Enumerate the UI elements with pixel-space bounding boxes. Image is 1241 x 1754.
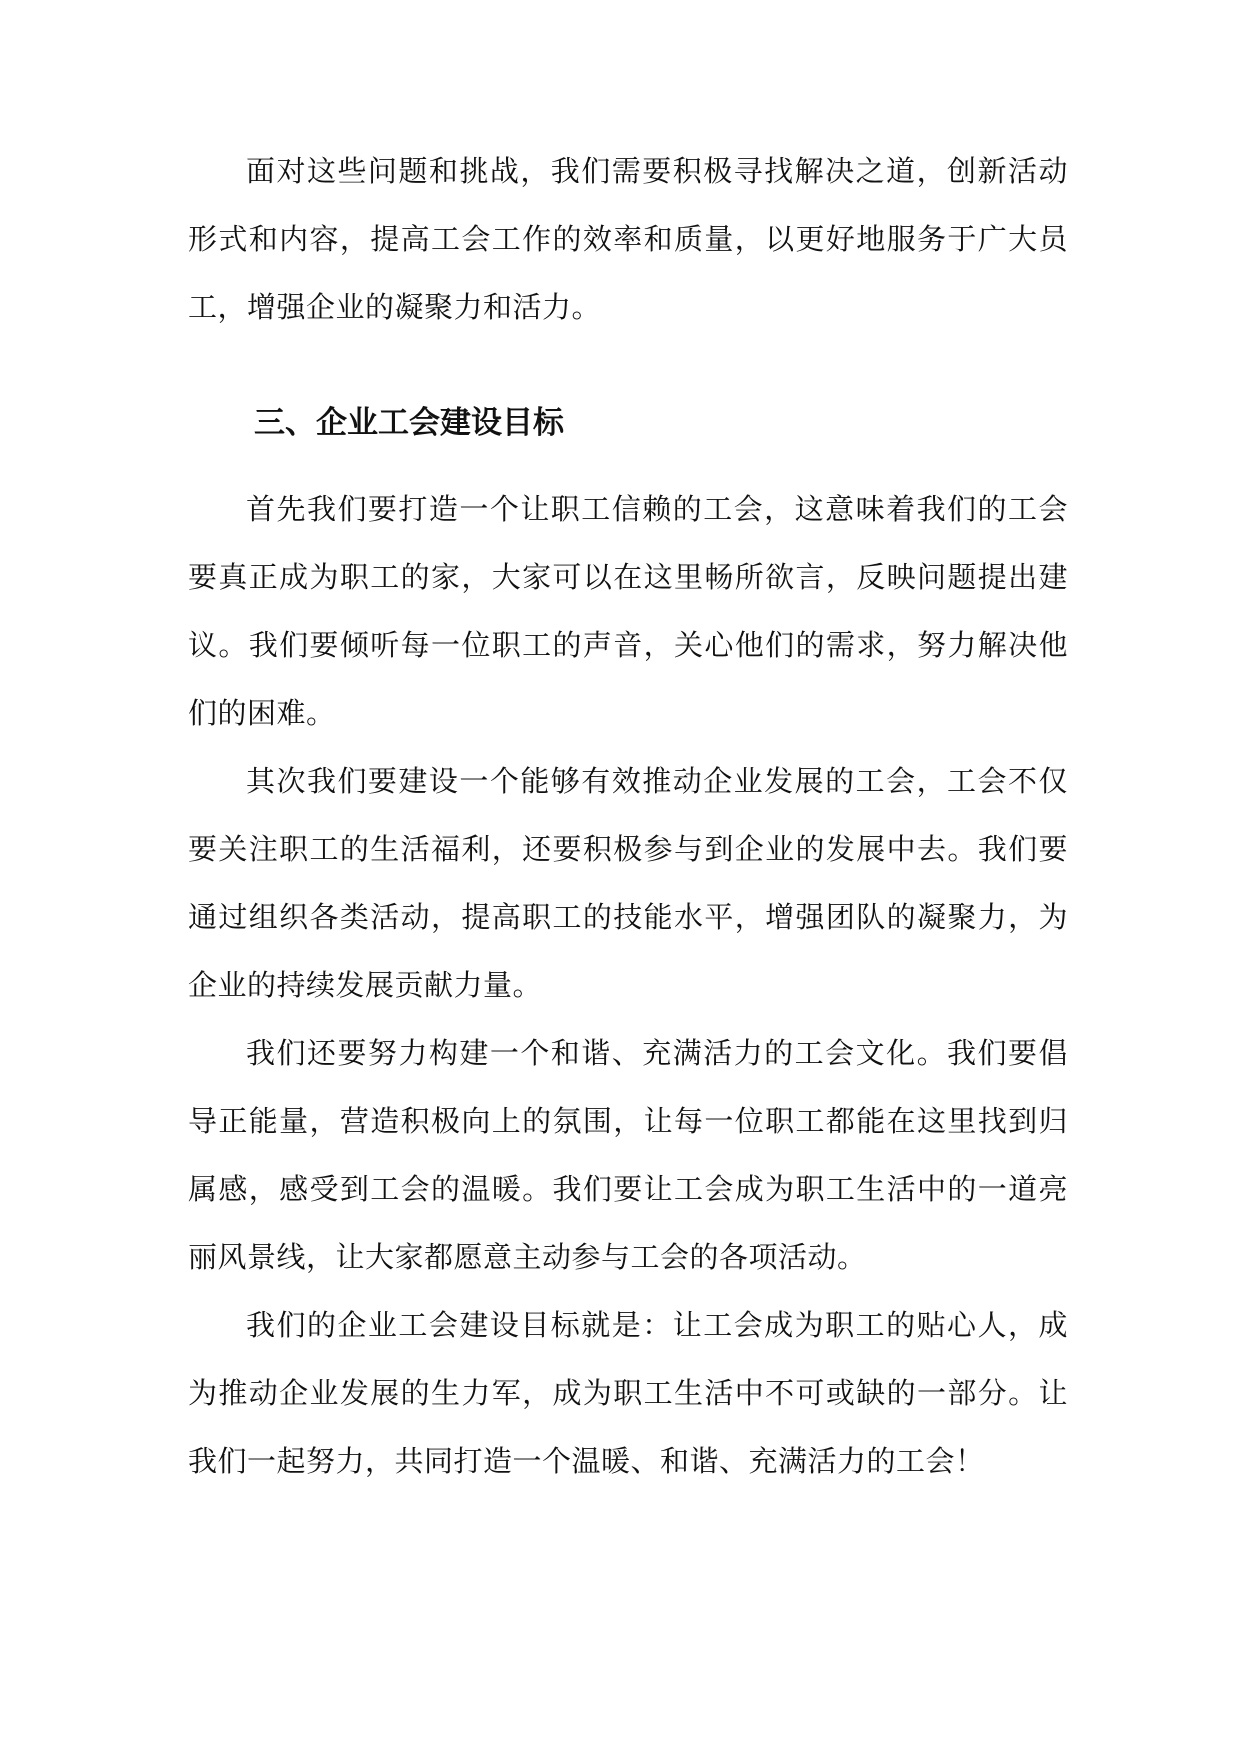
- paragraph: 我们还要努力构建一个和谐、充满活力的工会文化。我们要倡导正能量，营造积极向上的氛围，让每一位职工都能在这里找到归属感，感受到工会的温暖。我们要让工会成为职工生活中的一道亮丽风景线，让大家都愿意主动参与工会的各项活动。: [188, 1036, 1068, 1274]
- spacer: [188, 453, 1068, 475]
- paragraph: 面对这些问题和挑战，我们需要积极寻找解决之道，创新活动形式和内容，提高工会工作的效率和质量，以更好地服务于广大员工，增强企业的凝聚力和活力。: [188, 154, 1068, 324]
- paragraph: 我们的企业工会建设目标就是：让工会成为职工的贴心人，成为推动企业发展的生力军，成为职工生活中不可或缺的一部分。让我们一起努力，共同打造一个温暖、和谐、充满活力的工会！: [188, 1308, 1068, 1478]
- paragraph: 其次我们要建设一个能够有效推动企业发展的工会，工会不仅要关注职工的生活福利，还要积极参与到企业的发展中去。我们要通过组织各类活动，提高职工的技能水平，增强团队的凝聚力，为企业的持续发展贡献力量。: [188, 764, 1068, 1002]
- paragraph: 首先我们要打造一个让职工信赖的工会，这意味着我们的工会要真正成为职工的家，大家可以在这里畅所欲言，反映问题提出建议。我们要倾听每一位职工的声音，关心他们的需求，努力解决他们的困难。: [188, 492, 1068, 730]
- document-body: [188, 137, 1068, 1495]
- section-heading: 三、企业工会建设目标: [254, 405, 564, 441]
- spacer: [188, 341, 1068, 393]
